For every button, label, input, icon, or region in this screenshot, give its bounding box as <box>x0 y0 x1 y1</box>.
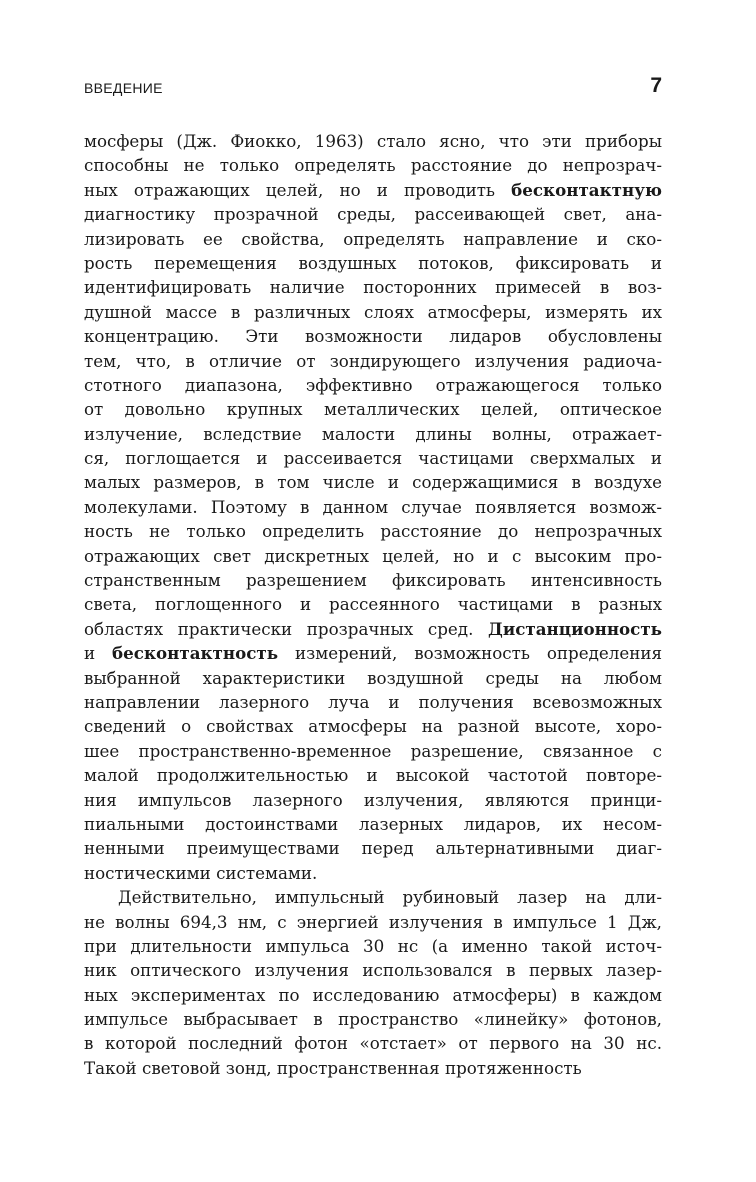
text-segment: света, поглощенного и рассеянного частицами в разных <box>84 594 662 615</box>
text-segment: областях практически прозрачных сред. <box>84 618 489 639</box>
text-line <box>84 739 662 763</box>
paragraph-1 <box>84 129 662 885</box>
text-line <box>84 349 662 373</box>
text-line <box>84 812 662 836</box>
text-segment: мосферы (Дж. Фиокко, 1963) стало ясно, что эти приборы <box>84 131 662 151</box>
text-line <box>84 153 662 177</box>
text-line <box>84 519 662 543</box>
text-segment: диагностику прозрачной среды, рассеивающей свет, ана- <box>84 204 662 225</box>
text-segment: идентифицировать наличие посторонних примесей в воз- <box>84 277 662 298</box>
text-line <box>84 666 662 690</box>
text-line <box>84 690 662 714</box>
text-segment: ник оптического излучения использовался в первых лазер- <box>84 960 662 981</box>
text-segment: концентрацию. Эти возможности лидаров обусловлены <box>84 326 662 347</box>
text-line <box>84 641 662 665</box>
text-line <box>84 397 662 421</box>
text-line <box>84 373 662 397</box>
text-segment: от довольно крупных металлических целей, оптическое <box>84 399 662 420</box>
bold-term: бесконтактную <box>511 179 662 200</box>
text-segment: направлении лазерного луча и получения всевозможных <box>84 691 662 712</box>
text-segment: ность не только определить расстояние до непрозрачных <box>84 521 662 542</box>
text-segment: ненными преимуществами перед альтернативными диаг- <box>84 838 662 859</box>
text-line <box>84 324 662 348</box>
text-line <box>84 910 662 934</box>
text-line <box>84 983 662 1007</box>
text-segment: душной массе в различных слоях атмосферы, измерять их <box>84 301 662 322</box>
text-segment: шее пространственно-временное разрешение, связанное с <box>84 740 662 761</box>
text-segment: измерений, возможность определения <box>278 643 662 664</box>
paragraph-2 <box>84 885 662 1080</box>
text-line <box>84 1007 662 1031</box>
text-line <box>84 568 662 592</box>
text-segment: ных экспериментах по исследованию атмосферы) в каждом <box>84 984 662 1005</box>
text-line <box>84 178 662 202</box>
text-line <box>84 1031 662 1055</box>
text-line <box>84 788 662 812</box>
text-line <box>84 251 662 275</box>
text-segment: ния импульсов лазерного излучения, являются принци- <box>84 789 662 810</box>
text-line <box>84 495 662 519</box>
section-title: ВВЕДЕНИЕ <box>84 80 163 96</box>
text-line <box>84 227 662 251</box>
text-line <box>84 202 662 226</box>
page-number: 7 <box>650 74 662 97</box>
text-line <box>84 617 662 641</box>
text-segment: сведений о свойствах атмосферы на разной высоте, хоро- <box>84 716 662 737</box>
text-line <box>84 422 662 446</box>
text-line <box>84 1056 662 1080</box>
text-line <box>84 934 662 958</box>
text-line <box>84 129 662 153</box>
text-line <box>84 861 662 885</box>
text-line <box>84 544 662 568</box>
text-line <box>84 958 662 982</box>
text-segment: тем, что, в отличие от зондирующего излучения радиоча- <box>84 350 662 371</box>
body-text <box>84 129 662 1080</box>
text-segment: импульсе выбрасывает в пространство «линейку» фотонов, <box>84 1009 662 1030</box>
text-segment: ностическими системами. <box>84 862 318 883</box>
text-segment: не волны 694,3 нм, с энергией излучения в импульсе 1 Дж, <box>84 911 662 932</box>
bold-term: Дистанционность <box>488 618 662 639</box>
text-segment: пиальными достоинствами лазерных лидаров, их несом- <box>84 813 662 834</box>
running-header <box>84 74 662 102</box>
text-segment: отражающих свет дискретных целей, но и с высоким про- <box>84 545 662 566</box>
text-segment: малой продолжительностью и высокой частотой повторе- <box>84 765 662 786</box>
text-line <box>84 836 662 860</box>
text-line <box>84 763 662 787</box>
text-segment: в которой последний фотон «отстает» от первого на 30 нс. <box>84 1033 662 1054</box>
text-segment: стотного диапазона, эффективно отражающегося только <box>84 374 662 395</box>
text-segment: странственным разрешением фиксировать интенсивность <box>84 570 662 591</box>
text-segment: и <box>84 643 113 664</box>
text-line <box>84 275 662 299</box>
text-segment: Действительно, импульсный рубиновый лазер на дли- <box>118 887 662 908</box>
text-segment: рость перемещения воздушных потоков, фиксировать и <box>84 252 662 273</box>
text-line <box>84 446 662 470</box>
text-line <box>84 592 662 616</box>
text-segment: излучение, вследствие малости длины волны, отражает- <box>84 423 662 444</box>
text-segment: способны не только определять расстояние до непрозрач- <box>84 155 662 176</box>
text-segment: ся, поглощается и рассеивается частицами сверхмалых и <box>84 448 662 469</box>
text-line <box>84 470 662 494</box>
text-line <box>84 300 662 324</box>
text-segment: Такой световой зонд, пространственная протяженность <box>84 1057 582 1078</box>
text-segment: ных отражающих целей, но и проводить <box>84 179 512 200</box>
text-segment: выбранной характеристики воздушной среды на любом <box>84 667 662 688</box>
text-line <box>84 714 662 738</box>
text-segment: малых размеров, в том числе и содержащимися в воздухе <box>84 472 662 493</box>
bold-term: бесконтактность <box>112 643 279 664</box>
text-segment: лизировать ее свойства, определять направление и ско- <box>84 228 662 249</box>
text-segment: молекулами. Поэтому в данном случае появляется возмож- <box>84 496 662 517</box>
text-segment: при длительности импульса 30 нс (а именно такой источ- <box>84 935 662 956</box>
text-line <box>84 885 662 909</box>
